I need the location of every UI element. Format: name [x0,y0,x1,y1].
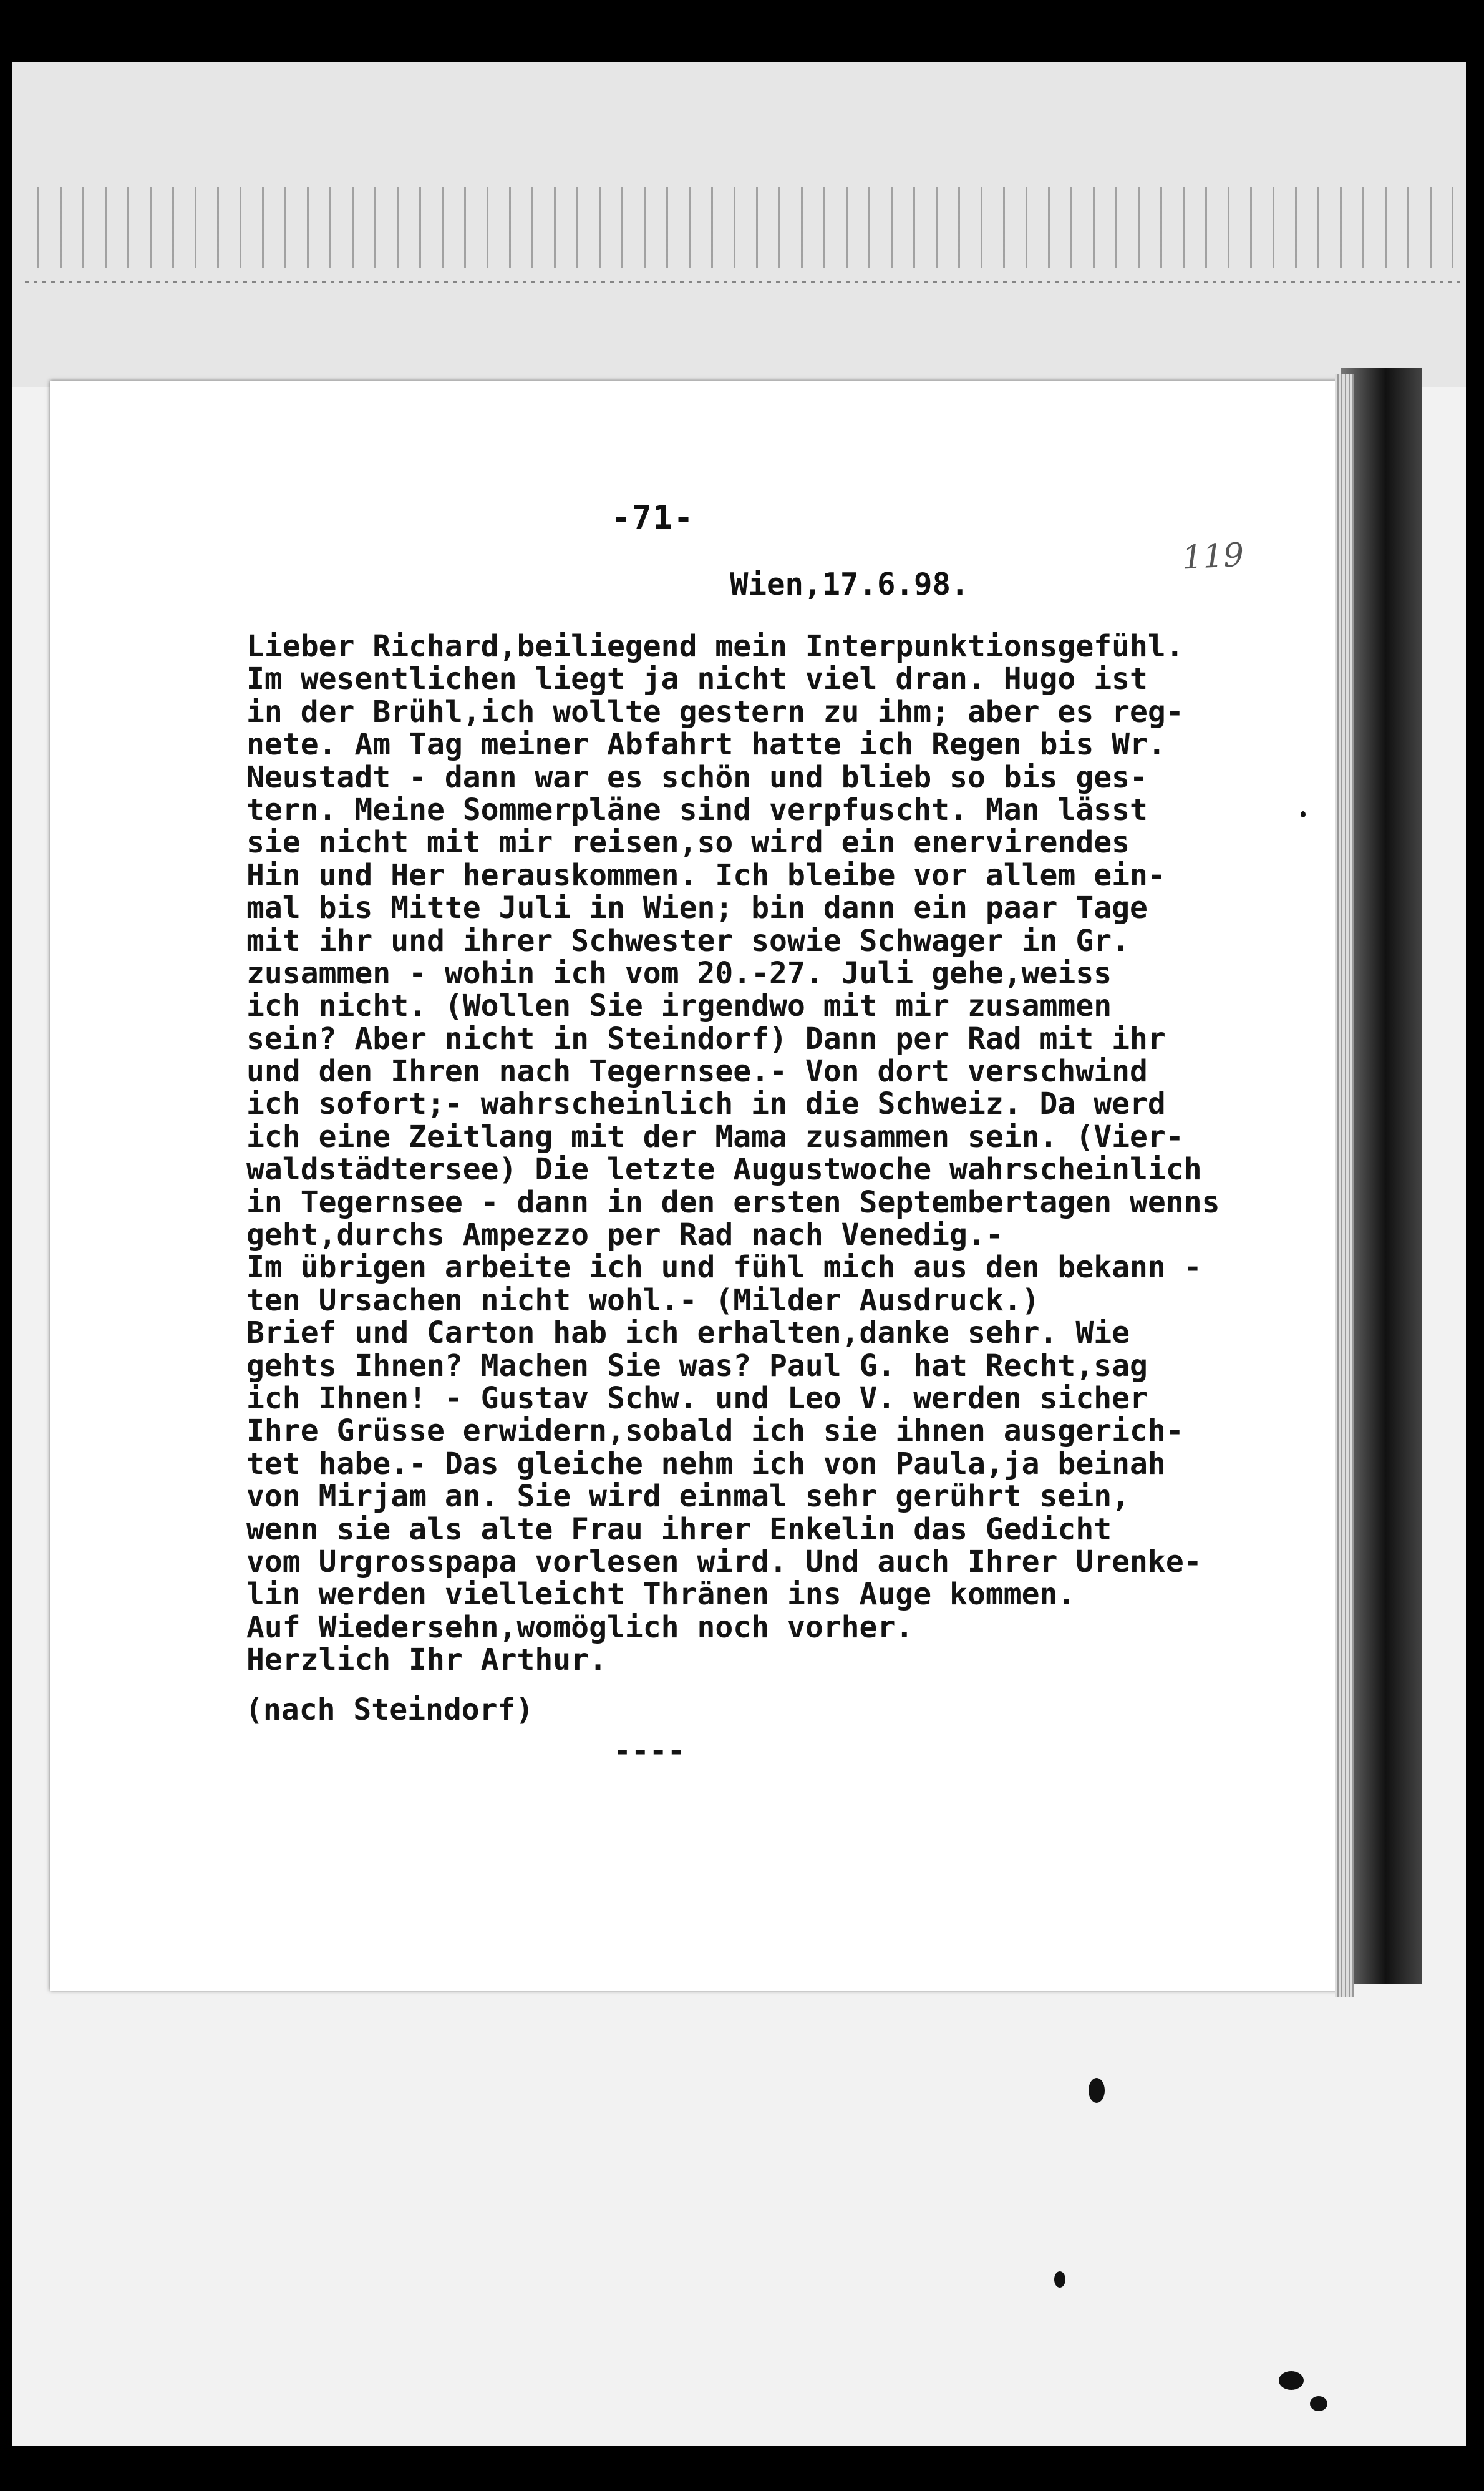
letter-line: Brief und Carton hab ich erhalten,danke sehr. Wie [246,1315,1130,1351]
page-number: -71- [611,499,695,537]
letter-line: wenn sie als alte Frau ihrer Enkelin das Gedicht [246,1511,1112,1547]
ink-speck [1279,2371,1304,2390]
letter-line: ten Ursachen nicht wohl.- (Milder Ausdruck.) [246,1282,1040,1318]
letter-line: gehts Ihnen? Machen Sie was? Paul G. hat Recht,sag [246,1348,1148,1383]
letter-body [246,630,1301,1677]
letter-line: tern. Meine Sommerpläne sind verpfuscht. Man lässt [246,792,1148,827]
ink-speck [1054,2271,1065,2288]
letter-line: Ihre Grüsse erwidern,sobald ich sie ihnen ausgerich- [246,1413,1184,1449]
letter-line: lin werden vielleicht Thränen ins Auge kommen. [246,1577,1076,1612]
letter-line: von Mirjam an. Sie wird einmal sehr gerührt sein, [246,1479,1130,1514]
letter-line: sein? Aber nicht in Steindorf) Dann per Rad mit ihr [246,1021,1166,1056]
letter-line: zusammen - wohin ich vom 20.-27. Juli gehe,weiss [246,955,1112,991]
letter-line: Lieber Richard,beiliegend mein Interpunktionsgefühl. [246,629,1184,664]
letter-line: Auf Wiedersehn,womöglich noch vorher. [246,1609,914,1645]
letter-line: mit ihr und ihrer Schwester sowie Schwager in Gr. [246,923,1130,958]
end-mark: ---- [613,1733,686,1768]
postscript: (nach Steindorf) [245,1692,534,1727]
letter-line: Im wesentlichen liegt ja nicht viel dran. Hugo ist [246,661,1148,697]
letter-line: sie nicht mit mir reisen,so wird ein enervirendes [246,825,1130,860]
letter-line: ich sofort;- wahrscheinlich in die Schweiz. Da werd [246,1086,1166,1122]
letter-line: ich eine Zeitlang mit der Mama zusammen sein. (Vier- [246,1119,1184,1154]
letter-line: vom Urgrosspapa vorlesen wird. Und auch Ihrer Urenke- [246,1544,1202,1579]
letter-line: Neustadt - dann war es schön und blieb so bis ges- [246,759,1148,795]
letter-line: in Tegernsee - dann in den ersten Septembertagen wenns [246,1184,1220,1220]
letter-line: waldstädtersee) Die letzte Augustwoche wahrscheinlich [246,1152,1202,1187]
letter-line: und den Ihren nach Tegernsee.- Von dort verschwind [246,1054,1148,1090]
letter-line: nete. Am Tag meiner Abfahrt hatte ich Regen bis Wr. [246,727,1166,763]
date-line: Wien,17.6.98. [730,567,969,602]
ink-speck [1089,2078,1105,2103]
letter-line: geht,durchs Ampezzo per Rad nach Venedig.- [246,1217,1004,1253]
perforation-rule [25,281,1460,283]
page-stack-edge [1335,374,1354,1997]
archive-number: 119 [1181,536,1245,577]
letter-line: Im übrigen arbeite ich und fühl mich aus den bekann - [246,1250,1202,1285]
letter-line: Hin und Her herauskommen. Ich bleibe vor allem ein- [246,857,1166,893]
letter-line: in der Brühl,ich wollte gestern zu ihm; aber es reg- [246,694,1184,729]
letter-line: Herzlich Ihr Arthur. [246,1642,607,1678]
ink-speck [1310,2396,1327,2411]
scan-artifacts [37,187,1453,268]
letter-line: ich nicht. (Wollen Sie irgendwo mit mir zusammen [246,988,1112,1024]
ink-speck [1301,811,1306,817]
letter-line: tet habe.- Das gleiche nehm ich von Paula,ja beinah [246,1446,1166,1481]
letter-line: mal bis Mitte Juli in Wien; bin dann ein paar Tage [246,890,1148,926]
letter-line: ich Ihnen! - Gustav Schw. und Leo V. werden sicher [246,1380,1148,1416]
